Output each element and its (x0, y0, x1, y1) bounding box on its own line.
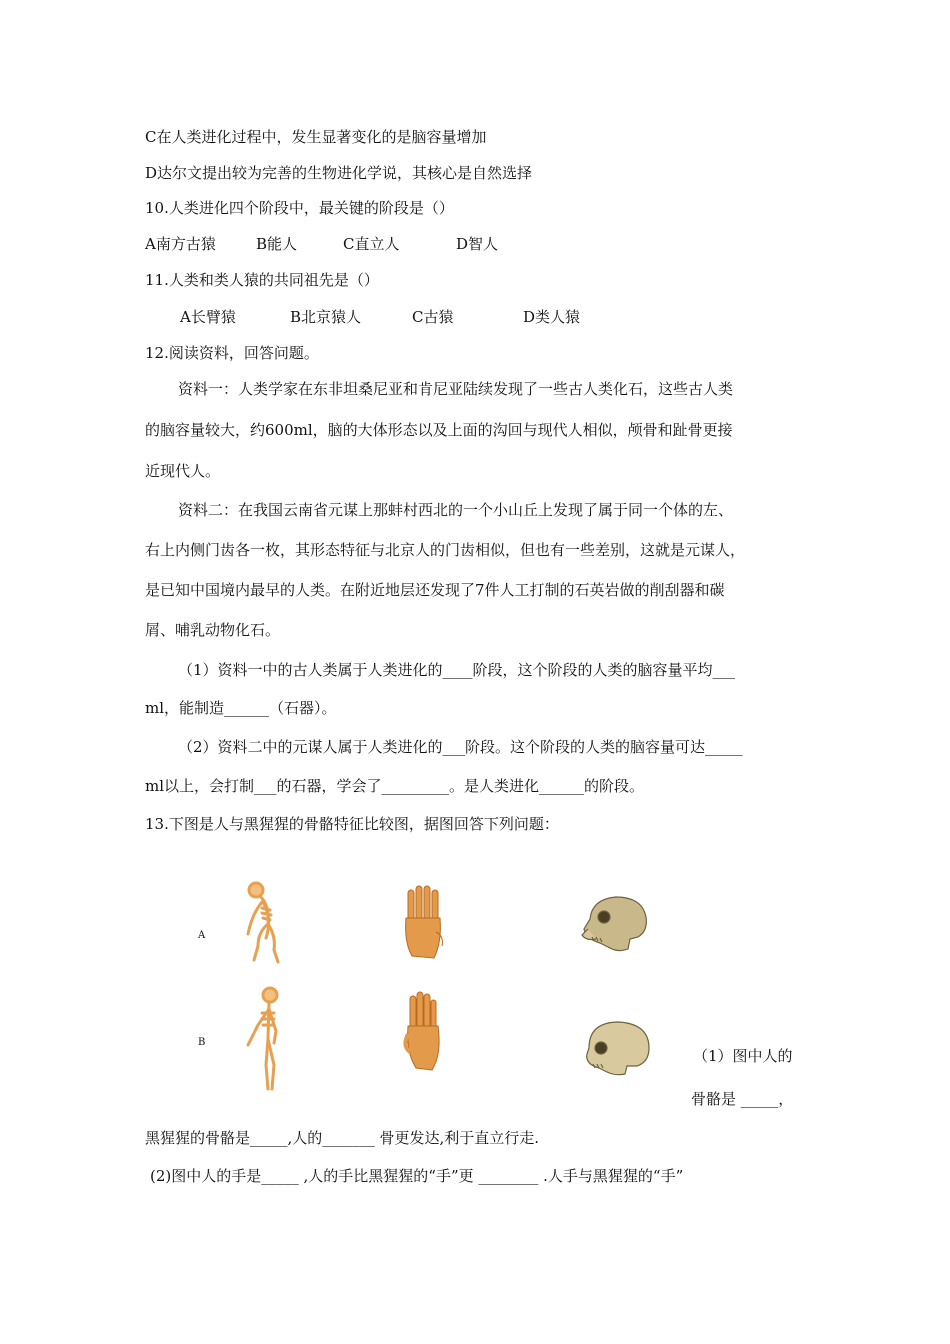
q10-option: C直立人 (343, 235, 400, 253)
row-b-label: B (198, 1037, 206, 1048)
human-hand-image (402, 990, 444, 1074)
material-one-line: 的脑容量较大，约600ml，脑的大体形态以及上面的沟回与现代人相似，颅骨和趾骨更接 (145, 421, 733, 439)
q9-option-d: D达尔文提出较为完善的生物进化学说，其核心是自然选择 (145, 164, 533, 182)
material-two-line: 屑、哺乳动物化石。 (145, 621, 281, 639)
row-a-label: A (198, 930, 206, 941)
material-one-line: 近现代人。 (145, 462, 221, 480)
q13-stem: 13.下图是人与黑猩猩的骨骼特征比较图，据图回答下列问题： (145, 815, 559, 833)
q10-option: A南方古猿 (145, 235, 216, 253)
q12-stem: 12.阅读资料，回答问题。 (145, 344, 319, 362)
q9-option-c: C在人类进化过程中，发生显著变化的是脑容量增加 (145, 128, 487, 146)
q11-option: A长臂猿 (180, 308, 236, 326)
sub-question-1-line: ml，能制造______（石器）。 (145, 699, 337, 717)
human-skull-image (579, 1018, 653, 1078)
chimpanzee-skeleton-image (236, 880, 288, 966)
material-two-line: 右上内侧门齿各一枚，其形态特征与北京人的门齿相似，但也有一些差别，这就是元谋人， (145, 541, 746, 559)
chimpanzee-hand-image (402, 882, 444, 962)
sub-question-2-line: （2）资料二中的元谋人属于人类进化的___阶段。这个阶段的人类的脑容量可达_____ (178, 738, 743, 756)
chimpanzee-skull-image (578, 893, 650, 955)
sub-question-2-line: ml以上，会打制___的石器，学会了_________。是人类进化______的阶段。 (145, 777, 645, 795)
q13-sub2: (2)图中人的手是_____ ,人的手比黑猩猩的“手”更 ________ .人手与黑猩猩的“手” (150, 1167, 684, 1185)
material-two-line: 资料二：在我国云南省元谋上那蚌村西北的一个小山丘上发现了属于同一个体的左、 (178, 501, 734, 519)
material-one-line: 资料一：人类学家在东非坦桑尼亚和肯尼亚陆续发现了一些古人类化石，这些古人类 (178, 380, 734, 398)
q11-stem: 11.人类和类人猿的共同祖先是（） (145, 271, 379, 289)
q11-option: D类人猿 (523, 308, 581, 326)
q11-option: B北京猿人 (290, 308, 362, 326)
q10-option: D智人 (456, 235, 499, 253)
q10-stem: 10.人类进化四个阶段中，最关键的阶段是（） (145, 199, 454, 217)
q13-sub1-part1: （1）图中人的 (693, 1047, 793, 1065)
material-two-line: 是已知中国境内最早的人类。在附近地层还发现了7件人工打制的石英岩做的削刮器和碳 (145, 581, 725, 599)
q11-option: C古猿 (412, 308, 454, 326)
human-skeleton-image (236, 985, 286, 1093)
q10-option: B能人 (256, 235, 298, 253)
q13-sub1-part3: 黑猩猩的骨骼是_____,人的_______ 骨更发达,利于直立行走. (145, 1129, 540, 1147)
q13-sub1-part2: 骨骼是 _____， (691, 1090, 794, 1108)
sub-question-1-line: （1）资料一中的古人类属于人类进化的____阶段，这个阶段的人类的脑容量平均___ (178, 661, 736, 679)
